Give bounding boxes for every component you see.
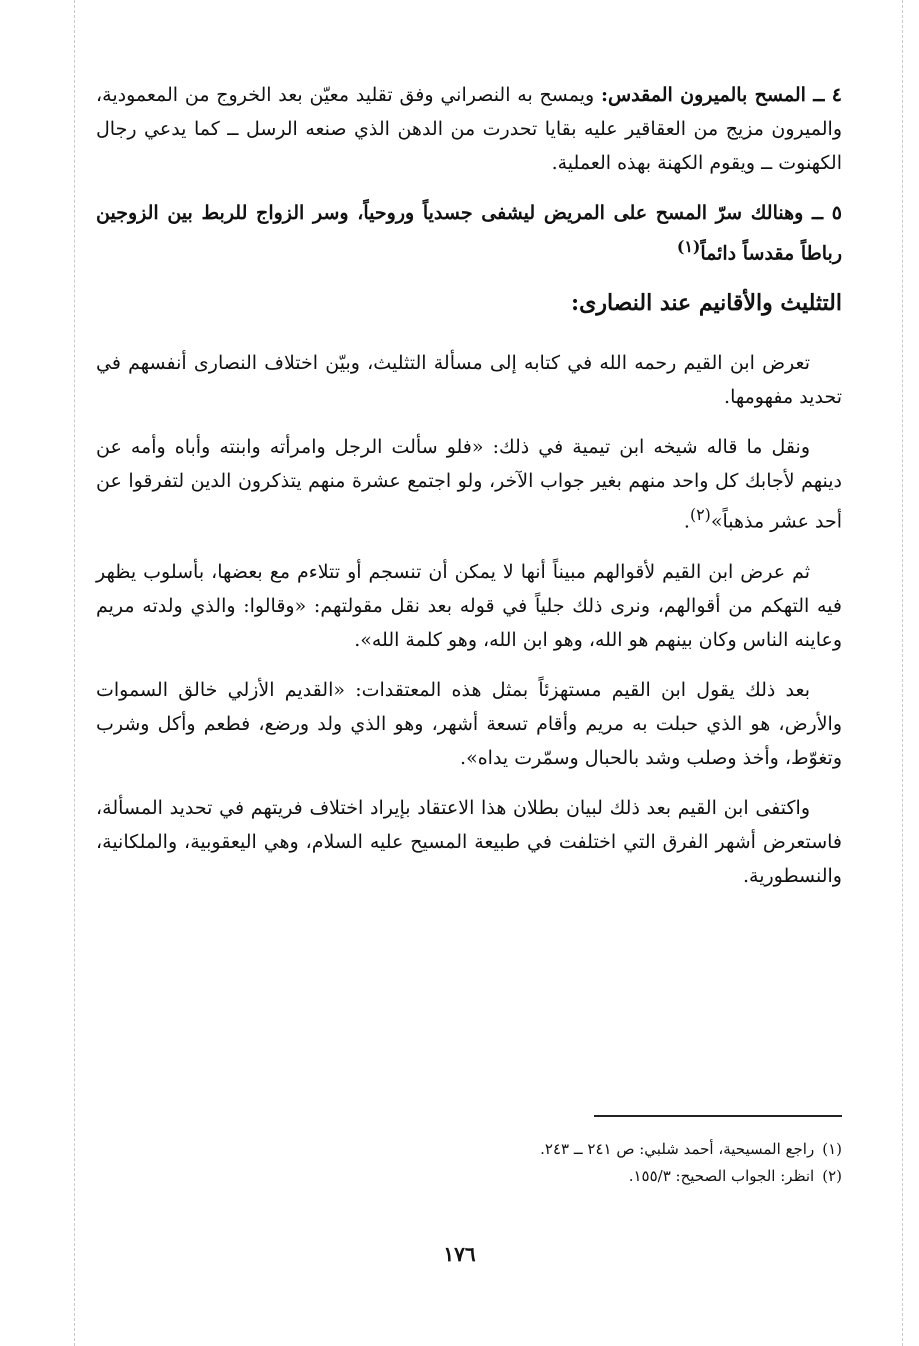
paragraph-anointing-text: ٥ ــ وهنالك سرّ المسح على المريض ليشفى جسدياً وروحياً، وسر الزواج للربط بين الزوجين رباطاً مقدساً دائماً [96, 202, 842, 265]
paragraph-mockery: بعد ذلك يقول ابن القيم مستهزئاً بمثل هذه المعتقدات: «القديم الأزلي خالق السموات والأرض، هو الذي حبلت به مريم وأقام تسعة أشهر، وهو الذي ولد ورضع، فطعم وأكل وشرب وتغوّط، وأخذ وصلب وشد بالحبال وسمّرت يداه». [96, 678, 842, 769]
section-heading: التثليث والأقانيم عند النصارى: [570, 290, 842, 317]
page-edge-left [74, 0, 76, 1346]
paragraph-chrism-lead: ٤ ــ المسح بالميرون المقدس: [600, 84, 842, 106]
footnote-1 [300, 1136, 842, 1163]
footnotes [300, 1136, 842, 1190]
page-number: ١٧٦ [443, 1242, 476, 1266]
page-edge-right [902, 0, 904, 1346]
page-body [96, 78, 842, 909]
footnote-ref-1: (١) [676, 237, 701, 256]
footnote-1-text: راجع المسيحية، أحمد شلبي: ص ٢٤١ ــ ٢٤٣. [540, 1140, 815, 1158]
paragraph-anointing [96, 196, 842, 270]
footnote-2-number: (٢) [822, 1167, 842, 1185]
paragraph-their-sayings: ثم عرض ابن القيم لأقوالهم مبيناً أنها لا يمكن أن تنسجم أو تتلاءم مع بعضها، بأسلوب يظهر فيه التهكم من أقوالهم، ونرى ذلك جلياً في قوله بعد نقل مقولتهم: «وقالوا: والذي ولدته مريم وعاينه الناس وكان بينهم هو الله، وهو ابن الله، وهو كلمة الله». [96, 560, 842, 651]
footnote-ref-2: (٢) [689, 505, 711, 525]
footnote-2-text: انظر: الجواب الصحيح: ١٥٥/٣. [628, 1167, 815, 1185]
footnote-2 [300, 1163, 842, 1190]
paragraph-ibn-taymiyya [96, 430, 842, 538]
paragraph-chrism-text: ويمسح به النصراني وفق تقليد معيّن بعد الخروج من المعمودية، والميرون مزيج من العقاقير عليه بقايا تحدرت من الدهن الذي صنعه الرسل ــ كما يدعي رجال الكهنوت ــ ويقوم الكهنة بهذه العملية. [96, 84, 842, 174]
paragraph-trinity-intro: تعرض ابن القيم رحمه الله في كتابه إلى مسألة التثليث، وبيّن اختلاف النصارى أنفسهم في تحديد مفهومها. [96, 352, 842, 409]
paragraph-chrism [96, 78, 842, 180]
footnote-1-number: (١) [822, 1140, 842, 1158]
footnote-divider [594, 1115, 842, 1117]
paragraph-ibn-taymiyya-text: ونقل ما قاله شيخه ابن تيمية في ذلك: «فلو سألت الرجل وامرأته وابنته وأباه وأمه عن دينهم لأجابك كل واحد منهم بغير جواب الآخر، ولو اجتمع عشرة منهم يتذكرون الدين لتفرقوا عن أحد عشر مذهباً» [96, 436, 842, 533]
paragraph-ibn-taymiyya-end: . [683, 510, 690, 533]
paragraph-sects: واكتفى ابن القيم بعد ذلك لبيان بطلان هذا الاعتقاد بإيراد اختلاف فريتهم في تحديد المسألة، فاستعرض أشهر الفرق التي اختلفت في طبيعة المسيح عليه السلام، وهي اليعقوبية، والملكانية، والنسطورية. [96, 796, 842, 887]
